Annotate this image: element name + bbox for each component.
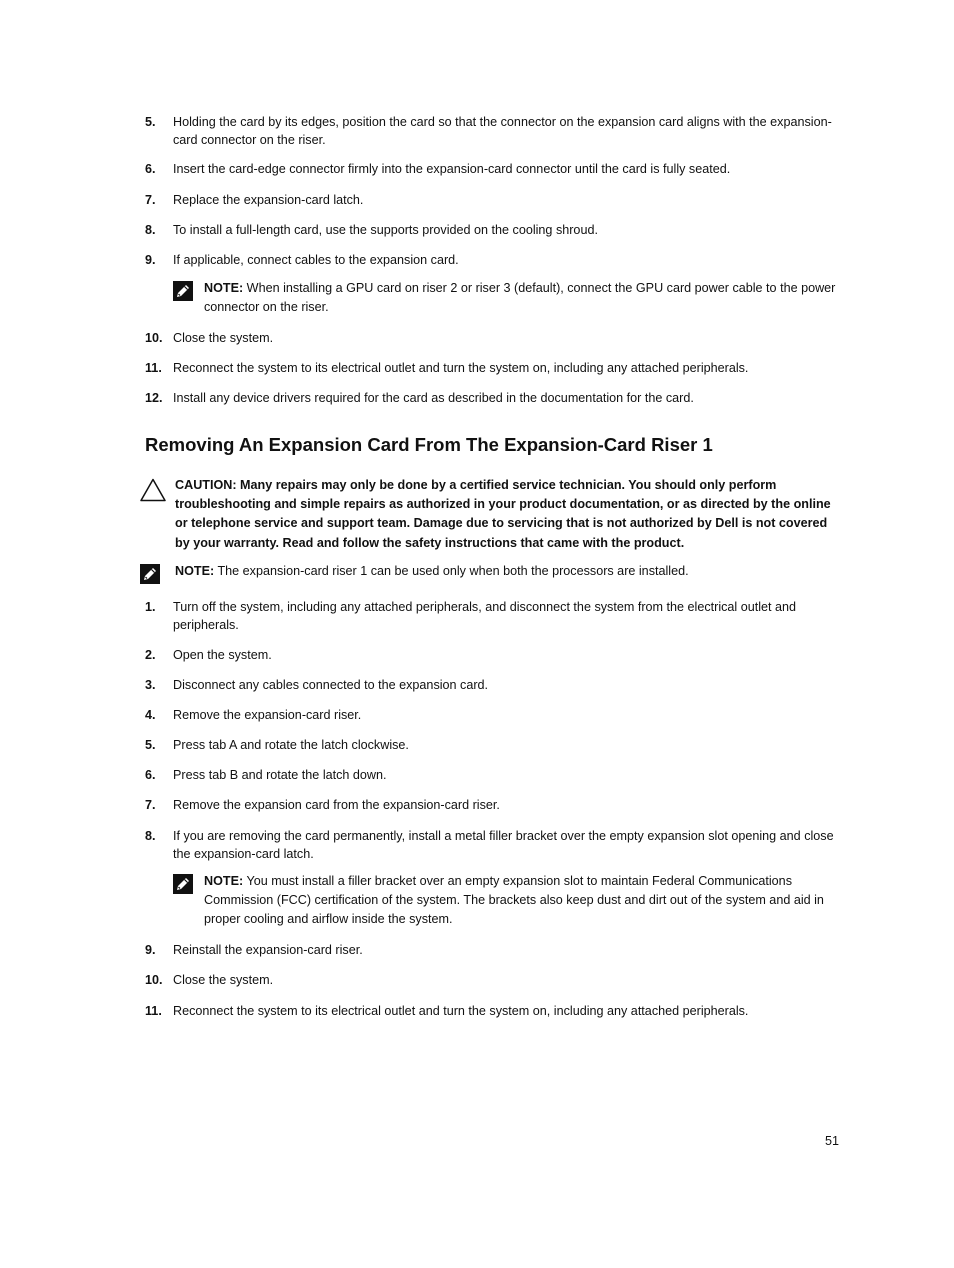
step-number: 6. xyxy=(145,768,156,782)
step-number: 7. xyxy=(145,798,156,812)
note-body xyxy=(204,279,840,317)
step-number: 8. xyxy=(145,829,156,843)
caution-body xyxy=(175,476,845,553)
step-text: Close the system. xyxy=(173,973,274,987)
step-number: 11. xyxy=(145,361,162,375)
step-text: If you are removing the card permanently, install a metal filler bracket over the empty expansion slot opening and close the expansion-card latch. xyxy=(173,829,834,861)
step-text: If applicable, connect cables to the expansion card. xyxy=(173,253,459,267)
step-text: Replace the expansion-card latch. xyxy=(173,193,364,207)
step-text: Reconnect the system to its electrical outlet and turn the system on, including any attached peripherals. xyxy=(173,361,749,375)
step-number: 10. xyxy=(145,973,163,987)
caution-triangle-icon xyxy=(140,478,166,502)
note-body xyxy=(175,562,845,581)
step-number: 5. xyxy=(145,738,156,752)
caution-label: CAUTION: xyxy=(175,478,237,492)
note-label: NOTE: xyxy=(204,281,244,295)
note-text: When installing a GPU card on riser 2 or riser 3 (default), connect the GPU card power cable to the power connector on the riser. xyxy=(204,281,836,314)
note-text: You must install a filler bracket over an empty expansion slot to maintain Federal Communications Commission (FCC) certification of the system. The brackets also keep dust and dirt out of the system and aid in proper cooling and airflow inside the system. xyxy=(204,874,824,926)
step-text: Turn off the system, including any attached peripherals, and disconnect the system from the electrical outlet and peripherals. xyxy=(173,600,797,632)
step-number: 4. xyxy=(145,708,156,722)
note-text: The expansion-card riser 1 can be used only when both the processors are installed. xyxy=(214,564,689,578)
step-text: Reinstall the expansion-card riser. xyxy=(173,943,363,957)
step-text: To install a full-length card, use the supports provided on the cooling shroud. xyxy=(173,223,598,237)
step-number: 11. xyxy=(145,1004,162,1018)
step-number: 9. xyxy=(145,943,156,957)
step-text: Reconnect the system to its electrical outlet and turn the system on, including any attached peripherals. xyxy=(173,1004,749,1018)
step-text: Remove the expansion-card riser. xyxy=(173,708,362,722)
step-number: 6. xyxy=(145,162,156,176)
step-text: Insert the card-edge connector firmly into the expansion-card connector until the card is fully seated. xyxy=(173,162,731,176)
caution-text: Many repairs may only be done by a certified service technician. You should only perform troubleshooting and simple repairs as authorized in your product documentation, or as directed by the online or telephone service and support team. Damage due to servicing that is not authorized by Dell is not covered by your warranty. Read and follow the safety instructions that came with the product. xyxy=(175,478,831,550)
step-text: Press tab A and rotate the latch clockwise. xyxy=(173,738,409,752)
step-number: 5. xyxy=(145,115,156,129)
step-number: 1. xyxy=(145,600,156,614)
step-text: Disconnect any cables connected to the expansion card. xyxy=(173,678,489,692)
note-pencil-icon xyxy=(140,564,160,584)
step-text: Remove the expansion card from the expansion-card riser. xyxy=(173,798,500,812)
step-text: Holding the card by its edges, position the card so that the connector on the expansion card aligns with the expansion-card connector on the riser. xyxy=(173,115,832,147)
note-label: NOTE: xyxy=(175,564,215,578)
note-label: NOTE: xyxy=(204,874,244,888)
note-pencil-icon xyxy=(173,281,193,301)
step-number: 3. xyxy=(145,678,156,692)
step-number: 2. xyxy=(145,648,156,662)
step-text: Close the system. xyxy=(173,331,274,345)
step-text: Open the system. xyxy=(173,648,272,662)
step-number: 12. xyxy=(145,391,163,405)
step-number: 10. xyxy=(145,331,163,345)
step-number: 7. xyxy=(145,193,156,207)
note-body xyxy=(204,872,840,929)
step-number: 9. xyxy=(145,253,156,267)
step-text: Install any device drivers required for the card as described in the documentation for the card. xyxy=(173,391,694,405)
section-heading: Removing An Expansion Card From The Expansion-Card Riser 1 xyxy=(145,434,713,455)
note-pencil-icon xyxy=(173,874,193,894)
step-text: Press tab B and rotate the latch down. xyxy=(173,768,387,782)
step-number: 8. xyxy=(145,223,156,237)
page-number: 51 xyxy=(824,1134,839,1148)
